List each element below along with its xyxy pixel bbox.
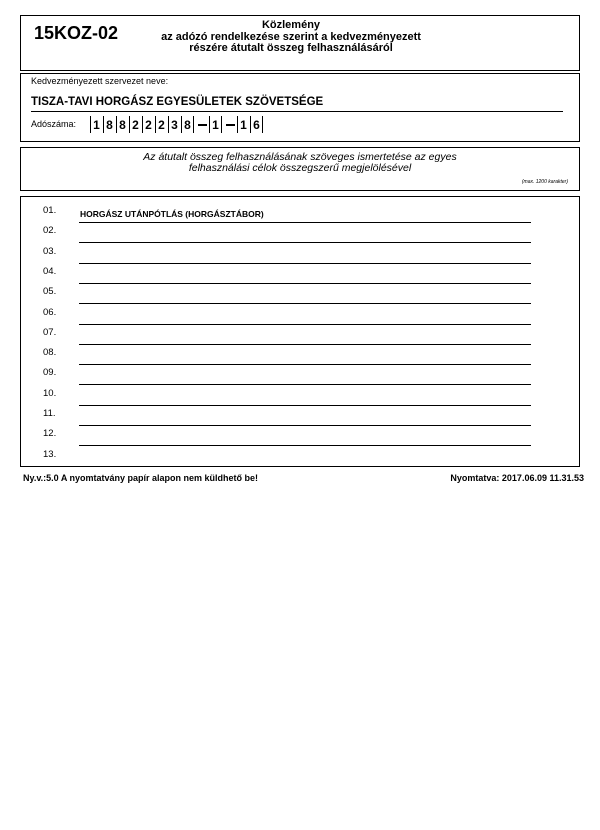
usage-line-row [21,402,579,422]
usage-line-number: 10. [43,387,57,399]
footer-version-note: Ny.v.:5.0 A nyomtatvány papír alapon nem küldhető be! [23,473,259,483]
usage-line-row [21,280,579,300]
usage-line-row [21,361,579,381]
usage-line-number: 04. [43,265,57,277]
usage-line-number: 01. [43,205,57,216]
usage-line-row [21,321,579,341]
form-title-line-1: Közlemény [261,19,321,31]
tax-number-digit: 1 [90,116,102,133]
usage-line-row [21,422,579,442]
usage-line-underline [79,466,531,467]
tax-number-digit: 2 [155,116,167,133]
tax-number-digit: 1 [209,116,222,133]
usage-line-number: 11. [43,408,56,419]
description-text [21,152,579,174]
usage-line-row [21,443,579,463]
usage-line-row [21,240,579,260]
org-name-value: TISZA-TAVI HORGÁSZ EGYESÜLETEK SZÖVETSÉGE [31,96,324,108]
description-section [20,147,580,191]
org-name-label: Kedvezményezett szervezet neve: [31,76,169,86]
usage-line-number: 08. [43,347,57,359]
form-title [131,20,451,55]
usage-line-row [21,341,579,361]
usage-line-number: 12. [43,428,57,440]
usage-line-row [21,382,579,402]
form-code: 15KOZ-02 [34,23,119,43]
tax-number-label: Adószáma: [31,119,77,129]
description-line-1: Az átutalt összeg felhasználásának szöveges ismertetése az egyes [143,151,457,163]
usage-lines-section [20,196,580,467]
usage-line-number: 05. [43,286,57,298]
usage-line-row [21,219,579,239]
usage-line-row [21,301,579,321]
tax-number-digit: 1 [237,116,249,133]
tax-number-digit: 8 [103,116,115,133]
usage-line-number: 03. [43,245,57,257]
usage-line-number: 09. [43,367,57,379]
max-characters-note: (max. 1200 karakter) [521,179,568,185]
form-header [20,15,580,71]
tax-number-digit: 2 [129,116,141,133]
usage-line-text: HORGÁSZ UTÁNPÓTLÁS (HORGÁSZTÁBOR) [80,209,264,219]
tax-number-digit: 8 [181,116,194,133]
tax-number-field [89,116,263,133]
usage-line-number: 02. [43,225,57,237]
usage-line-number: 07. [43,326,57,338]
organization-section [20,73,580,142]
form-title-line-2: az adózó rendelkezése szerint a kedvezményezett [161,30,421,43]
usage-line-number: 06. [43,306,57,318]
description-line-2: felhasználási célok összegszerű megjelölésével [188,162,412,174]
tax-number-digit: 6 [250,116,263,133]
usage-line-row [21,199,579,219]
tax-number-separator [224,116,236,133]
usage-line-number: 13. [43,448,57,460]
tax-number-separator [196,116,208,133]
tax-number-digit: 2 [142,116,154,133]
tax-number-digit: 3 [168,116,180,133]
footer-print-timestamp: Nyomtatva: 2017.06.09 11.31.53 [450,473,584,483]
usage-line-row [21,260,579,280]
org-name-underline [31,111,563,112]
tax-number-digit: 8 [116,116,128,133]
form-title-line-3: részére átutalt összeg felhasználásáról [189,42,393,54]
